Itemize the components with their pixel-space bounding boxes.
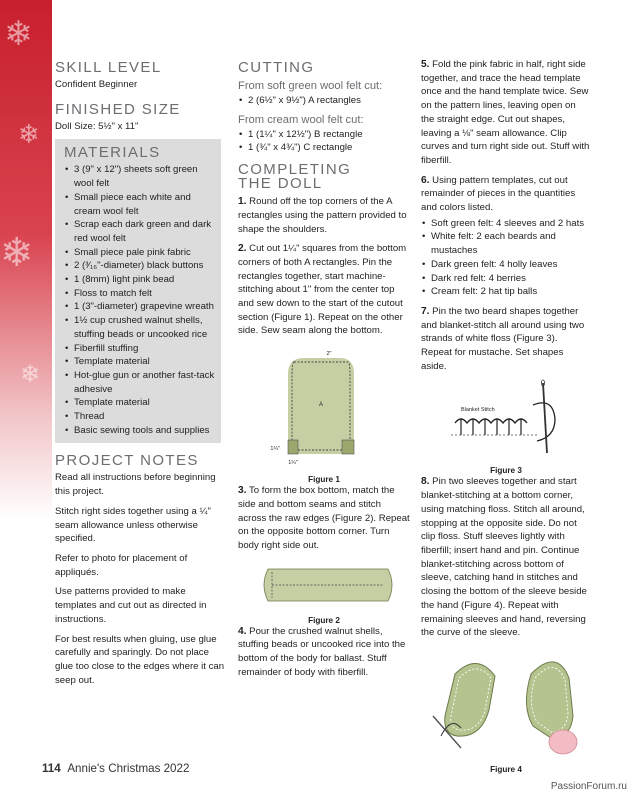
skill-level-value: Confident Beginner (55, 79, 138, 90)
figure-3-label: Blanket Stitch (461, 407, 495, 414)
completing-heading-line1: COMPLETING (238, 161, 352, 179)
step-1: 1. Round off the top corners of the A rectangles using the pattern provided to shape the shoulders. (238, 196, 407, 235)
list-item: • Dark red felt: 4 berries (421, 272, 591, 286)
figure-2-diagram (238, 559, 410, 611)
finished-size-heading: FINISHED SIZE (55, 100, 181, 118)
middle-column (238, 60, 410, 685)
list-item: • 3 (9" x 12") sheets soft green wool felt (64, 163, 217, 190)
materials-box (55, 139, 221, 443)
list-item: • Scrap each dark green and dark red wool felt (64, 218, 217, 245)
figure-1-label-side: 1¼" (270, 446, 280, 453)
figure-4 (421, 646, 591, 774)
step-6: 6. Using pattern templates, cut out remainder of pieces in the quantities and colors listed. (421, 174, 576, 214)
cutting-cream-list (238, 128, 410, 155)
step-5: 5. Fold the pink fabric in half, right side together, and trace the head template once and the hand template twice. Sew on the pattern lines, leaving open on the straight edge. Cut out shapes, leaving a ⅛" seam allowance. Clip curves and turn right side out. Stuff with fiberfill. (421, 59, 590, 166)
watermark: PassionForum.ru (550, 781, 627, 792)
completing-heading (238, 163, 410, 191)
figure-3 (421, 375, 591, 475)
page-number: 114 (42, 762, 61, 775)
snowflake-icon: ❄ (18, 120, 40, 150)
list-item: • 2 (6½" x 9½") A rectangles (238, 94, 410, 108)
figure-4-diagram (421, 646, 591, 760)
materials-list (64, 163, 217, 437)
figure-1-diagram (238, 344, 410, 470)
list-item: • Template material (64, 396, 217, 410)
note-paragraph: Use patterns provided to make templates and cut out as directed in instructions. (55, 586, 207, 625)
list-item: • Basic sewing tools and supplies (64, 424, 217, 438)
figure-3-diagram (421, 375, 591, 461)
list-item: • 2 (³⁄₁₆"-diameter) black buttons (64, 259, 217, 273)
figure-1-label-bottom: 1¼" (288, 460, 298, 467)
figure-2-caption: Figure 2 (308, 615, 340, 625)
materials-heading: MATERIALS (64, 144, 161, 162)
figure-1-caption: Figure 1 (308, 475, 340, 485)
list-item: • White felt: 2 each beards and mustaches (421, 230, 591, 257)
right-column (421, 58, 591, 774)
step-3: 3. To form the box bottom, match the side and bottom seams and stitch across the raw edges (Figure 2). Repeat on the opposite bottom corner. Turn body right side out. (238, 485, 410, 551)
skill-level-heading: SKILL LEVEL (55, 59, 162, 76)
cutting-heading: CUTTING (238, 59, 315, 76)
list-item: • Hot-glue gun or another fast-tack adhesive (64, 369, 217, 396)
list-item: • Dark green felt: 4 holly leaves (421, 258, 591, 272)
step-4: 4. Pour the crushed walnut shells, stuffing beads or uncooked rice into the bottom of the body for ballast. Stuff remainder of body with fiberfill. (238, 625, 406, 678)
figure-1 (238, 344, 410, 484)
list-item: • Floss to match felt (64, 287, 217, 301)
note-paragraph: Read all instructions before beginning this project. (55, 472, 216, 498)
list-item: • Small piece pale pink fabric (64, 246, 217, 260)
list-item: • 1 (1¼" x 12½") B rectangle (238, 128, 410, 142)
list-item: • Small piece each white and cream wool felt (64, 191, 217, 218)
decorative-margin-band (0, 0, 52, 520)
list-item: • 1 (¾" x 4¾") C rectangle (238, 141, 410, 155)
note-paragraph: Stitch right sides together using a ¼" seam allowance unless otherwise specified. (55, 505, 211, 545)
snowflake-icon: ❄ (4, 14, 33, 54)
figure-3-caption: Figure 3 (490, 466, 522, 476)
page-footer (42, 762, 189, 775)
list-item: • 1 (8mm) light pink bead (64, 273, 217, 287)
snowflake-icon: ❄ (0, 230, 34, 276)
pieces-list (421, 217, 591, 299)
left-column (55, 60, 225, 693)
project-notes-heading: PROJECT NOTES (55, 452, 199, 470)
figure-1-label-top: 2" (326, 351, 332, 358)
note-paragraph: For best results when gluing, use glue carefully and sparingly. Do not place glue too close to the edges where it can seep out. (55, 633, 225, 686)
step-2: 2. Cut out 1¼" squares from the bottom corners of both A rectangles. Pin the rectangles together, start machine-stitching about 1" from the center top and sew down to the start of the cutout section (Figure 1). Repeat on the other side. Sew seam along the bottom. (238, 243, 407, 337)
list-item: • Soft green felt: 4 sleeves and 2 hats (421, 217, 591, 231)
list-item: • 1 (3"-diameter) grapevine wreath (64, 300, 217, 314)
list-item: • 1½ cup crushed walnut shells, stuffing beads or uncooked rice (64, 314, 217, 341)
publication-title: Annie's Christmas 2022 (67, 762, 190, 775)
finished-size-value: Doll Size: 5½" x 11" (55, 120, 139, 132)
step-7: 7. Pin the two beard shapes together and blanket-stitch all around using two strands of white floss (Figure 3). Repeat for mustache. Set shapes aside. (421, 305, 585, 372)
step-8: 8. Pin two sleeves together and start blanket-stitching at a bottom corner, using matching floss. Stitch all around, stopping at the opposite side. Do not clip floss. Stuff sleeves lightly with fiberfill; insert hand and pin. Continue blanket-stitching across bottom of sleeve, catching hand in stitches and closing the bottom of the sleeve beside the hand (Figure 4). Repeat with remaining sleeves and hand, reversing the curve of the sleeve. (421, 476, 587, 639)
list-item: • Cream felt: 2 hat tip balls (421, 285, 591, 299)
snowflake-icon: ❄ (20, 360, 41, 388)
cutting-cream-label: From cream wool felt cut: (238, 113, 364, 126)
cutting-green-label: From soft green wool felt cut: (238, 80, 383, 92)
figure-1-label-a: A (318, 402, 324, 409)
cutting-green-list (238, 94, 410, 108)
note-paragraph: Refer to photo for placement of appliqués. (55, 552, 188, 578)
completing-heading-line2: THE DOLL (238, 175, 323, 193)
list-item: • Thread (64, 410, 217, 424)
figure-2 (238, 559, 410, 625)
figure-4-caption: Figure 4 (490, 764, 522, 774)
list-item: • Template material (64, 355, 217, 369)
list-item: • Fiberfill stuffing (64, 342, 217, 356)
